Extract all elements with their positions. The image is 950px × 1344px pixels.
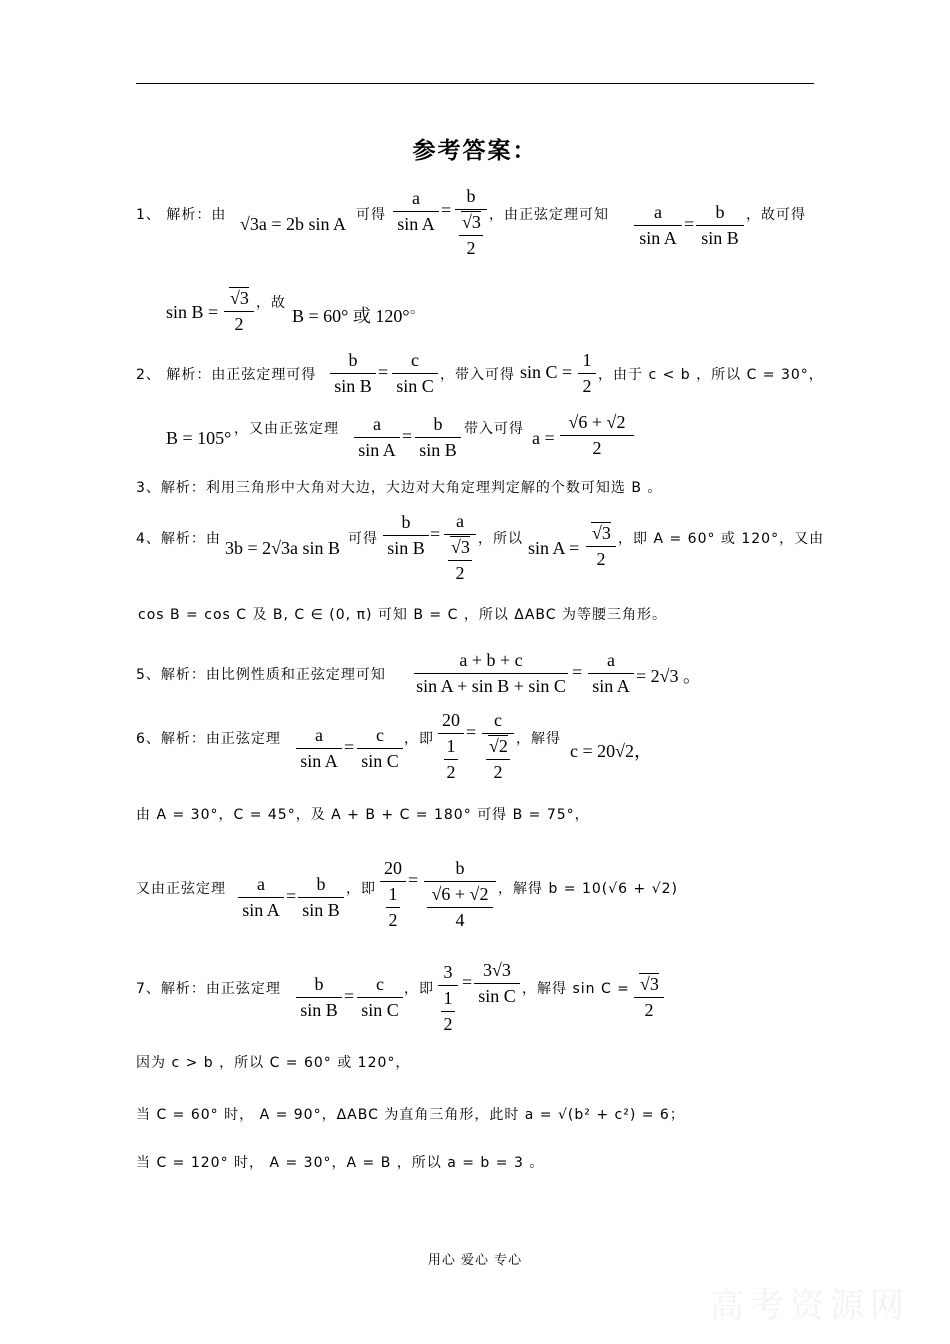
item7-line2: 因为 c > b ，所以 C = 60° 或 120°， — [136, 1055, 411, 1071]
item7-lead: 7、解析：由正弦定理 — [136, 981, 281, 997]
item7-line3: 当 C = 60° 时， A = 90°，ΔABC 为直角三角形，此时 a = √(b² + c²) = 6； — [136, 1107, 685, 1123]
watermark: 高考资源网 — [710, 1286, 910, 1326]
item3-text: 3、解析：利用三角形中大角对大边，大边对大角定理判定解的个数可知选 B 。 — [136, 480, 663, 496]
item6-frac7: 20 1 2 — [380, 858, 406, 931]
item6-frac5: a sin A — [238, 874, 284, 921]
item6-frac2: c sin C — [357, 725, 403, 772]
item4-mid: 可得 — [348, 531, 378, 547]
item7-frac4: 3√3 sin C — [474, 960, 520, 1007]
item5-frac2: a sin A — [588, 650, 634, 697]
item1-ans: B = 60° 或 120° — [292, 306, 410, 326]
item2-frac1: b sin B — [330, 350, 376, 397]
item2-sub: ，带入可得 — [440, 367, 515, 383]
item7-line4: 当 C = 120° 时， A = 30°，A = B ，所以 a = b = 3 。 — [136, 1155, 545, 1171]
item6-frac6: b sin B — [298, 874, 344, 921]
item1-eq-sign: = — [441, 200, 452, 220]
item6-frac1: a sin A — [296, 725, 342, 772]
item1-sinB: sin B = — [166, 302, 219, 322]
item6-eq-sign: = — [344, 737, 355, 757]
item7-sol: ，解得 sin C = — [522, 981, 630, 997]
item2-eq-sign: = — [378, 362, 389, 382]
item2-frac4: a sin A — [354, 414, 400, 461]
item5-eq-sign: = — [572, 662, 583, 682]
item4-so: ，所以 — [478, 531, 523, 547]
item4-eq-sign: = — [430, 524, 441, 544]
item1-eq-sign2: = — [684, 214, 695, 234]
item2-frac5: b sin B — [415, 414, 461, 461]
item2-sub2: 带入可得 — [464, 421, 524, 437]
item1-eq: √3a = 2b sin A — [240, 214, 347, 234]
item1-frac1: a sin A — [393, 188, 439, 235]
item2-frac2: c sin C — [392, 350, 438, 397]
item6-frac3: 20 1 2 — [438, 710, 464, 783]
item1-frac4: b sin B — [696, 202, 744, 249]
item2-eq-sign2: = — [402, 426, 413, 446]
item1-res: ，故 — [256, 295, 286, 311]
item2-cond: ，由于 c < b ，所以 C = 30°， — [598, 367, 824, 383]
item7-frac5: √3 2 — [634, 974, 664, 1021]
item2-more: ，又由正弦定理 — [234, 421, 339, 437]
item5-lead: 5、解析：由比例性质和正弦定理可知 — [136, 667, 386, 683]
item1-lead: 1、 解析：由 — [136, 207, 227, 223]
item7-eq-sign: = — [344, 986, 355, 1006]
item6-line3: 又由正弦定理 — [136, 881, 226, 897]
page-footer: 用心 爱心 专心 — [427, 1253, 523, 1268]
item6-eq-sign2: = — [466, 722, 477, 742]
item4-eq: 3b = 2√3a sin B — [225, 538, 341, 558]
item6-lead: 6、解析：由正弦定理 — [136, 731, 281, 747]
item1-mid: 可得 — [356, 207, 386, 223]
item4-ans: ，即 A = 60° 或 120°，又由 — [618, 531, 825, 547]
item1-mid2: ，由正弦定理可知 — [489, 207, 609, 223]
item2-aeq: a = — [532, 428, 555, 448]
item7-frac3: 3 1 2 — [438, 962, 458, 1035]
item2-sinc: sin C = — [520, 362, 573, 382]
item2-frac3: 1 2 — [578, 350, 596, 397]
item4-frac2: a √3 2 — [444, 511, 476, 584]
item6-ji2: ，即 — [346, 881, 376, 897]
item6-eq-sign3: = — [286, 886, 297, 906]
item7-frac2: c sin C — [357, 974, 403, 1021]
item6-sol2: ，解得 b = 10(√6 + √2) — [498, 881, 678, 897]
page-title: 参考答案： — [412, 138, 538, 164]
item5-frac1: a + b + c sin A + sin B + sin C — [414, 650, 568, 697]
item1-tail: ，故可得 — [746, 207, 806, 223]
item6-line2: 由 A = 30°，C = 45°，及 A + B + C = 180° 可得 B = 75°， — [136, 807, 590, 823]
item2-frac6: √6 + √2 2 — [560, 412, 634, 459]
item7-ji: ，即 — [404, 981, 434, 997]
item4-lead: 4、解析：由 — [136, 531, 221, 547]
item6-frac4: c √2 2 — [482, 710, 514, 783]
item5-res: = 2√3 。 — [636, 666, 702, 686]
item2-b: B = 105° — [166, 428, 232, 448]
item1-frac5: √3 2 — [224, 288, 254, 335]
item6-sol: ，解得 — [516, 731, 561, 747]
item4-frac1: b sin B — [383, 512, 429, 559]
item1-frac3: a sin A — [634, 202, 682, 249]
item7-eq-sign2: = — [462, 972, 473, 992]
top-rule — [136, 83, 814, 84]
item6-c: c = 20√2， — [570, 741, 653, 761]
item2-lead: 2、 解析：由正弦定理可得 — [136, 367, 317, 383]
item6-frac8: b √6 + √2 4 — [424, 858, 496, 931]
item6-ji: ，即 — [404, 731, 434, 747]
item1-frac2: b √3 2 — [455, 186, 487, 259]
item4-line2: cos B = cos C 及 B, C ∈ (0, π) 可知 B = C ，所以 ΔABC 为等腰三角形。 — [138, 607, 668, 623]
item7-frac1: b sin B — [296, 974, 342, 1021]
item4-sinA: sin A = — [528, 538, 580, 558]
item4-frac3: √3 2 — [586, 523, 616, 570]
item6-eq-sign4: = — [408, 870, 419, 890]
item1-end: 。 — [410, 301, 425, 317]
